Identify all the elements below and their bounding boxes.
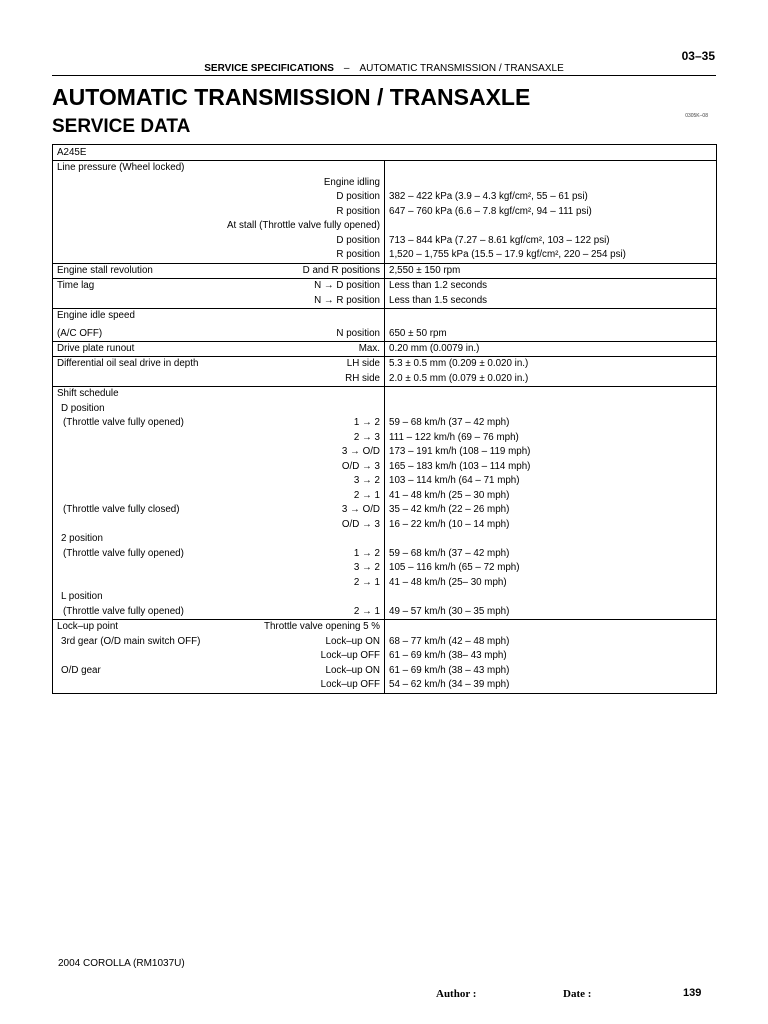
spec-value: 1,520 – 1,755 kPa (15.5 – 17.9 kgf/cm², 220 – 254 psi) (389, 249, 626, 260)
lockup-condition: Lock–up ON (325, 635, 380, 647)
value-cell (385, 620, 717, 694)
runout-label: Drive plate runout (57, 342, 135, 354)
page-title: AUTOMATIC TRANSMISSION / TRANSAXLE (52, 84, 531, 110)
spec-value: 173 – 191 km/h (108 – 119 mph) (389, 446, 531, 457)
spec-value: 54 – 62 km/h (34 – 39 mph) (389, 679, 510, 690)
condition-label: N → R position (314, 294, 380, 306)
shift-condition: 2 → 1 (353, 576, 380, 588)
idle-label-2: (A/C OFF) (57, 327, 103, 339)
condition-label: R position (336, 249, 380, 260)
table-row (53, 341, 717, 357)
header-rule (52, 75, 716, 76)
spec-value: 103 – 114 km/h (64 – 71 mph) (389, 475, 520, 486)
lockup-label: Lock–up point (57, 621, 119, 632)
condition-label: D position (336, 191, 380, 202)
footer-author: Author : (436, 988, 477, 1000)
value-cell (385, 341, 717, 357)
page-code: 03–35 (681, 49, 715, 63)
spec-value: Less than 1.5 seconds (389, 294, 488, 306)
idle-label: Engine idle speed (57, 310, 135, 321)
doc-code: 0305K–08 (685, 113, 708, 119)
shift-condition: O/D → 3 (341, 518, 380, 530)
shift-group-label: D position (61, 402, 105, 414)
lockup-condition: Lock–up OFF (320, 650, 380, 661)
shift-condition: 3 → O/D (341, 504, 380, 515)
shift-sub-label: (Throttle valve fully opened) (63, 417, 184, 428)
spec-value: 41 – 48 km/h (25– 30 mph) (389, 576, 507, 588)
label-cell (53, 357, 385, 387)
shift-sub-label: (Throttle valve fully opened) (63, 547, 184, 559)
shift-condition: 1 → 2 (353, 417, 380, 428)
lockup-condition: Lock–up ON (325, 664, 380, 676)
condition-label: Throttle valve opening 5 % (264, 621, 380, 632)
condition-label: R position (336, 205, 380, 217)
lockup-gear-label: O/D gear (61, 664, 101, 676)
value-cell (385, 357, 717, 387)
spec-value: 650 ± 50 rpm (389, 327, 447, 339)
spec-value: 5.3 ± 0.5 mm (0.209 ± 0.020 in.) (389, 358, 529, 369)
shift-condition: 3 → O/D (341, 446, 380, 457)
shift-condition: 1 → 2 (353, 547, 380, 559)
shift-group-label: 2 position (61, 533, 103, 544)
page-subtitle: SERVICE DATA (52, 116, 191, 137)
label-cell (53, 620, 385, 694)
shift-condition: 3 → 2 (353, 562, 380, 573)
footer-page-number: 139 (683, 987, 702, 999)
table-row (53, 263, 717, 279)
header-dash: – (343, 63, 350, 74)
shift-condition: O/D → 3 (341, 460, 380, 472)
label-cell (53, 263, 385, 279)
footer-model: 2004 COROLLA (RM1037U) (58, 958, 185, 969)
spec-value: 59 – 68 km/h (37 – 42 mph) (389, 417, 510, 428)
shift-condition: 2 → 3 (353, 431, 380, 443)
spec-value: 165 – 183 km/h (103 – 114 mph) (389, 460, 531, 472)
spec-value: 61 – 69 km/h (38– 43 mph) (389, 650, 507, 661)
spec-value: 59 – 68 km/h (37 – 42 mph) (389, 547, 510, 559)
label-cell (53, 341, 385, 357)
value-cell (385, 309, 717, 342)
value-cell (385, 161, 717, 264)
value-cell (385, 279, 717, 309)
shift-sub-label: (Throttle valve fully closed) (63, 504, 180, 515)
spec-value: 111 – 122 km/h (69 – 76 mph) (389, 431, 519, 443)
table-row (53, 309, 717, 342)
spec-value: 41 – 48 km/h (25 – 30 mph) (389, 489, 510, 501)
shift-schedule-label: Shift schedule (57, 388, 119, 399)
header-section: AUTOMATIC TRANSMISSION / TRANSAXLE (359, 63, 564, 74)
spec-value: 713 – 844 kPa (7.27 – 8.61 kgf/cm², 103 – 122 psi) (389, 234, 610, 246)
label-cell (53, 387, 385, 620)
spec-value: 61 – 69 km/h (38 – 43 mph) (389, 664, 510, 676)
lockup-condition: Lock–up OFF (320, 679, 380, 690)
condition-label: RH side (345, 372, 380, 384)
spec-value: 647 – 760 kPa (6.6 – 7.8 kgf/cm², 94 – 111 psi) (389, 205, 592, 217)
spec-value: 49 – 57 km/h (30 – 35 mph) (389, 605, 510, 617)
spec-value: 105 – 116 km/h (65 – 72 mph) (389, 562, 520, 573)
table-row (53, 357, 717, 387)
condition-label: N position (336, 327, 380, 339)
condition-label: Max. (358, 342, 380, 354)
spec-value: 2,550 ± 150 rpm (389, 264, 461, 276)
spec-value: 0.20 mm (0.0079 in.) (389, 342, 480, 354)
spec-value: Less than 1.2 seconds (389, 280, 488, 291)
label-cell (53, 161, 385, 264)
shift-condition: 2 → 1 (353, 489, 380, 501)
shift-condition: 3 → 2 (353, 475, 380, 486)
shift-condition: 2 → 1 (353, 605, 380, 617)
shift-group-label: L position (61, 591, 103, 602)
label-cell (53, 279, 385, 309)
shift-sub-label: (Throttle valve fully opened) (63, 605, 184, 617)
table-row (53, 620, 717, 694)
label-cell (53, 309, 385, 342)
condition-label: D position (336, 234, 380, 246)
table-row (53, 161, 717, 264)
condition-label: At stall (Throttle valve fully opened) (226, 220, 380, 231)
value-cell (385, 263, 717, 279)
line-pressure-label: Line pressure (Wheel locked) (57, 162, 185, 173)
spec-value: 68 – 77 km/h (42 – 48 mph) (389, 635, 510, 647)
condition-label: N → D position (314, 280, 380, 291)
condition-label: Engine idling (323, 176, 380, 188)
running-header (0, 63, 768, 74)
time-lag-label: Time lag (57, 280, 95, 291)
condition-label: LH side (346, 358, 380, 369)
spec-value: 382 – 422 kPa (3.9 – 4.3 kgf/cm², 55 – 61 psi) (389, 191, 588, 202)
table-row (53, 145, 717, 161)
table-row (53, 279, 717, 309)
footer-date: Date : (563, 988, 592, 1000)
table-row (53, 387, 717, 620)
spec-value: 2.0 ± 0.5 mm (0.079 ± 0.020 in.) (389, 372, 529, 384)
oil-seal-label: Differential oil seal drive in depth (57, 358, 199, 369)
header-section-bold: SERVICE SPECIFICATIONS (204, 63, 334, 74)
stall-label: Engine stall revolution (57, 264, 153, 276)
condition-label: D and R positions (302, 264, 380, 276)
spec-value: 16 – 22 km/h (10 – 14 mph) (389, 518, 510, 530)
lockup-gear-label: 3rd gear (O/D main switch OFF) (61, 635, 201, 647)
service-data-table (52, 144, 717, 694)
value-cell (385, 387, 717, 620)
spec-value: 35 – 42 km/h (22 – 26 mph) (389, 504, 510, 515)
model-cell: A245E (53, 145, 717, 161)
